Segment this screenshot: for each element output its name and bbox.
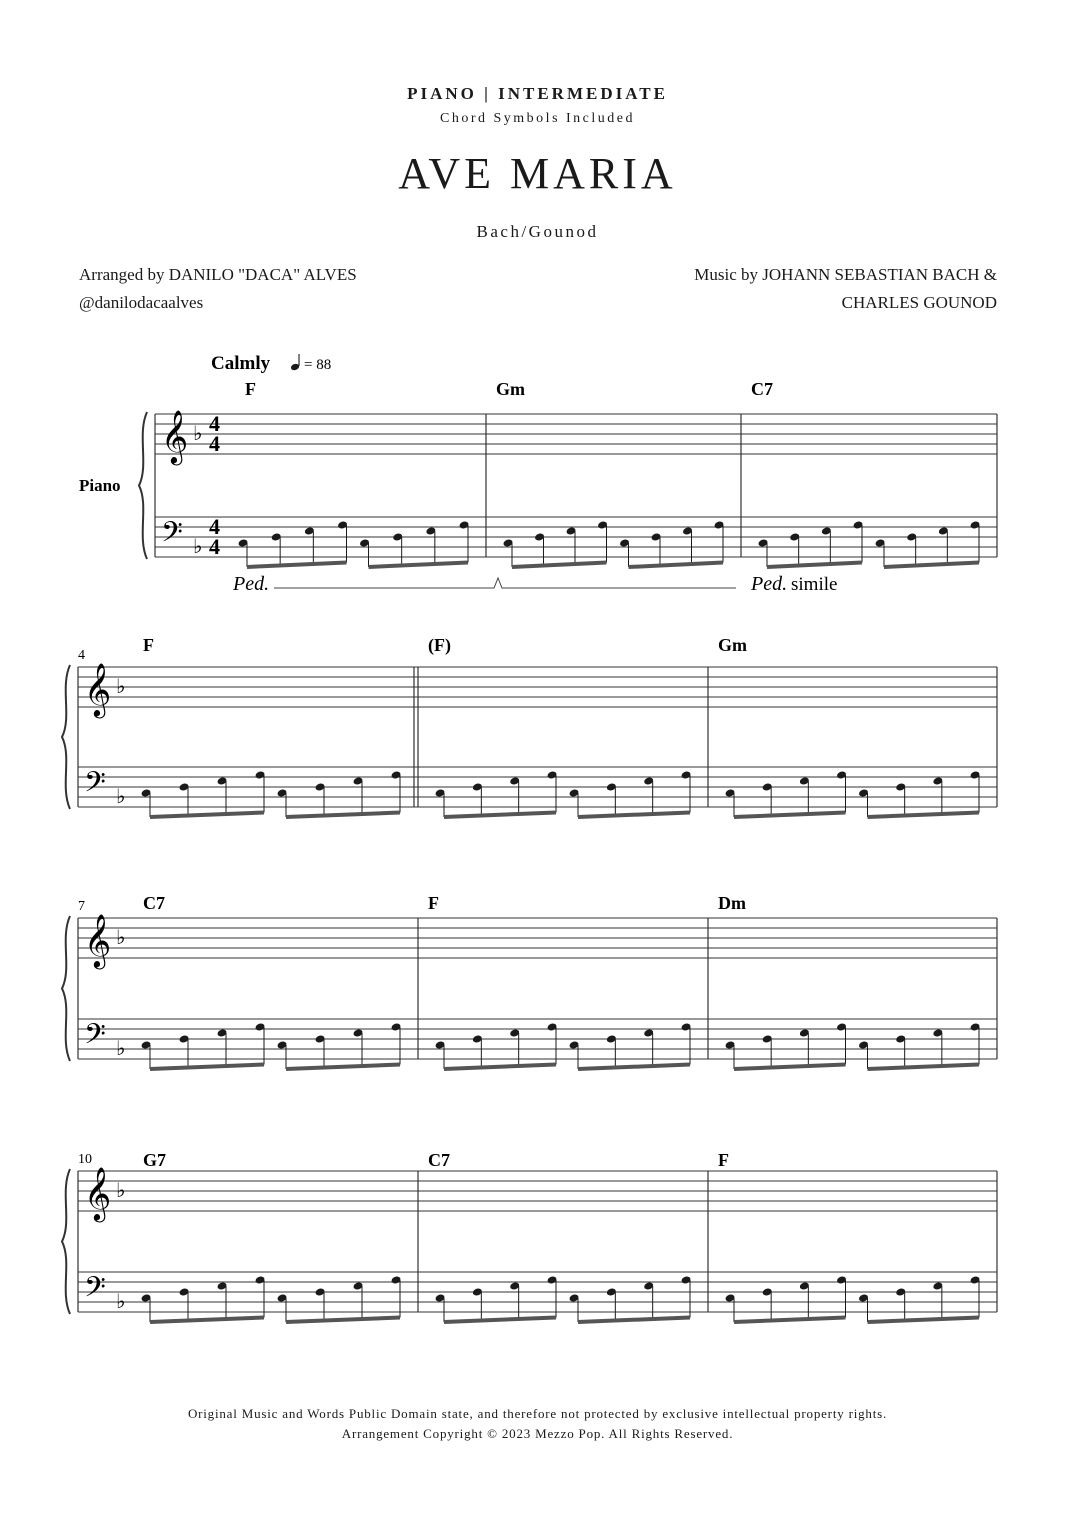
note-beam — [247, 563, 347, 568]
arranger-handle: @danilodacaalves — [79, 293, 204, 312]
pedal-simile: simile — [791, 574, 838, 595]
note-beam — [629, 563, 724, 568]
note-beam — [444, 1065, 556, 1070]
quarter-note-icon — [290, 354, 300, 371]
piece-title: AVE MARIA — [398, 149, 677, 198]
note-beam — [444, 1318, 556, 1323]
bass-clef-icon: 𝄢 — [84, 1020, 106, 1057]
flat-icon: ♭ — [193, 536, 203, 558]
chord-symbol: (F) — [428, 635, 451, 655]
note-beam — [150, 1065, 264, 1070]
bass-clef-icon: 𝄢 — [161, 518, 183, 555]
note-beam — [734, 813, 846, 818]
note-beam — [868, 1318, 980, 1323]
composers-short: Bach/Gounod — [476, 222, 599, 241]
bass-clef-icon: 𝄢 — [84, 1273, 106, 1310]
measure-number: 4 — [78, 648, 85, 663]
chord-symbol: F — [245, 379, 256, 399]
tempo-text: Calmly — [211, 353, 271, 374]
note-beam — [150, 813, 264, 818]
score-system — [62, 1150, 997, 1322]
time-signature-digit: 4 — [209, 534, 220, 559]
footer-line-2: Arrangement Copyright © 2023 Mezzo Pop. All Rights Reserved. — [341, 1426, 734, 1441]
footer-line-1: Original Music and Words Public Domain state, and therefore not protected by exclusive intellectual property rights. — [187, 1406, 888, 1421]
note-beam — [578, 813, 690, 818]
brace — [62, 665, 70, 809]
measure-number: 10 — [78, 1152, 92, 1167]
note-beam — [734, 1318, 846, 1323]
measure-number: 7 — [78, 899, 85, 914]
note-beam — [884, 563, 979, 568]
time-signature-digit: 4 — [209, 514, 220, 539]
score-system — [62, 893, 997, 1069]
instrument-label: Piano — [79, 476, 121, 495]
composer-line-2: CHARLES GOUNOD — [841, 293, 997, 312]
note-beam — [286, 1065, 400, 1070]
flat-icon: ♭ — [116, 676, 126, 698]
note-beam — [369, 563, 469, 568]
time-signature-digit: 4 — [209, 431, 220, 456]
note-beam — [868, 1065, 980, 1070]
flat-icon: ♭ — [116, 786, 126, 808]
composer-line-1: Music by JOHANN SEBASTIAN BACH & — [694, 265, 997, 284]
flat-icon: ♭ — [193, 423, 203, 445]
note-beam — [578, 1318, 690, 1323]
copyright-footer — [0, 1404, 1075, 1444]
chord-symbol: Gm — [496, 379, 525, 399]
chord-symbol: F — [428, 893, 439, 913]
brace — [62, 1169, 70, 1314]
flat-icon: ♭ — [116, 1038, 126, 1060]
pedal-mark: Ped. — [233, 573, 270, 595]
brace — [62, 916, 70, 1061]
time-signature-digit: 4 — [209, 411, 220, 436]
chord-symbol: G7 — [143, 1150, 167, 1170]
treble-clef-icon: 𝄞 — [84, 664, 112, 715]
score-system — [139, 379, 997, 567]
flat-icon: ♭ — [116, 1291, 126, 1313]
arranger-name: Arranged by DANILO "DACA" ALVES — [79, 265, 357, 284]
brace — [139, 412, 147, 559]
chord-symbol: Gm — [718, 635, 747, 655]
note-beam — [767, 563, 862, 568]
note-beam — [578, 1065, 690, 1070]
note-beam — [286, 1318, 400, 1323]
treble-clef-icon: 𝄞 — [84, 1168, 112, 1219]
chord-symbol: C7 — [428, 1150, 450, 1170]
chord-symbol: F — [143, 635, 154, 655]
chord-symbol: C7 — [143, 893, 165, 913]
score-system — [62, 635, 997, 817]
bass-clef-icon: 𝄢 — [84, 768, 106, 805]
chord-symbol: Dm — [718, 893, 746, 913]
tempo-value: = 88 — [304, 357, 332, 373]
chord-symbol: C7 — [751, 379, 773, 399]
note-beam — [286, 813, 400, 818]
flat-icon: ♭ — [116, 927, 126, 949]
note-beam — [150, 1318, 264, 1323]
note-beam — [512, 563, 607, 568]
flat-icon: ♭ — [116, 1180, 126, 1202]
chord-symbol: F — [718, 1150, 729, 1170]
note-beam — [734, 1065, 846, 1070]
chord-symbols-note: Chord Symbols Included — [440, 111, 635, 126]
note-beam — [444, 813, 556, 818]
treble-clef-icon: 𝄞 — [161, 411, 189, 462]
pedal-mark-2: Ped. — [751, 573, 788, 595]
note-beam — [868, 813, 980, 818]
level-label: PIANO | INTERMEDIATE — [407, 84, 668, 103]
treble-clef-icon: 𝄞 — [84, 915, 112, 966]
pedal-line — [274, 578, 736, 588]
